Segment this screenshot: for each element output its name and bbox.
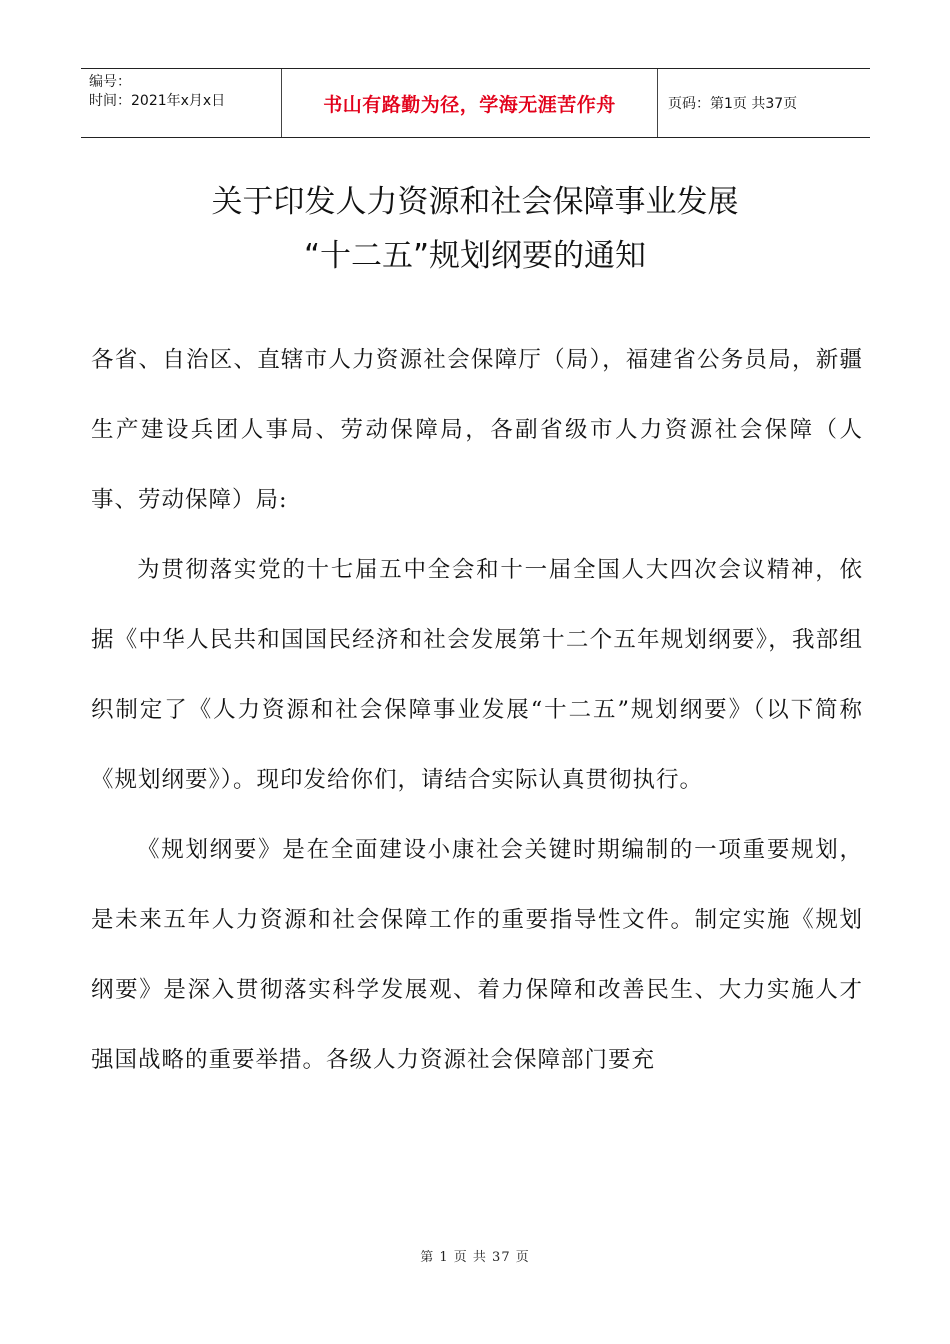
page-footer: 第 1 页 共 37 页 [420,1250,530,1265]
header-motto-cell [281,69,658,137]
paragraph-notice: 为贯彻落实党的十七届五中全会和十一届全国人大四次会议精神，依据《中华人民共和国国民经济和社会发展第十二个五年规划纲要》，我部组织制定了《人力资源和社会保障事业发展“十二五”规划纲要》（以下简称《规划纲要》）。现印发给你们，请结合实际认真贯彻执行。 [91,557,863,793]
document-body [91,325,863,1095]
paragraph-addressees: 各省、自治区、直辖市人力资源社会保障厅（局），福建省公务员局，新疆生产建设兵团人事局、劳动保障局，各副省级市人力资源社会保障（人事、劳动保障）局: [91,347,863,513]
header-meta [81,69,281,137]
document-title-line-2: “十二五”规划纲要的通知 [303,238,647,274]
number-label: 编号： [89,74,131,90]
paragraph-significance: 《规划纲要》是在全面建设小康社会关键时期编制的一项重要规划，是未来五年人力资源和社会保障工作的重要指导性文件。制定实施《规划纲要》是深入贯彻落实科学发展观、着力保障和改善民生、大力实施人才强国战略的重要举措。各级人力资源社会保障部门要充 [91,837,863,1073]
document-header [81,68,870,138]
header-motto: 书山有路勤为径，学海无涯苦作舟 [323,93,616,116]
document-title-line-1: 关于印发人力资源和社会保障事业发展 [211,184,739,220]
header-page-info: 页码：第1页 共37页 [668,96,798,112]
header-page-info-cell [658,69,870,137]
time-label: 时间：2021年x月x日 [89,93,226,109]
